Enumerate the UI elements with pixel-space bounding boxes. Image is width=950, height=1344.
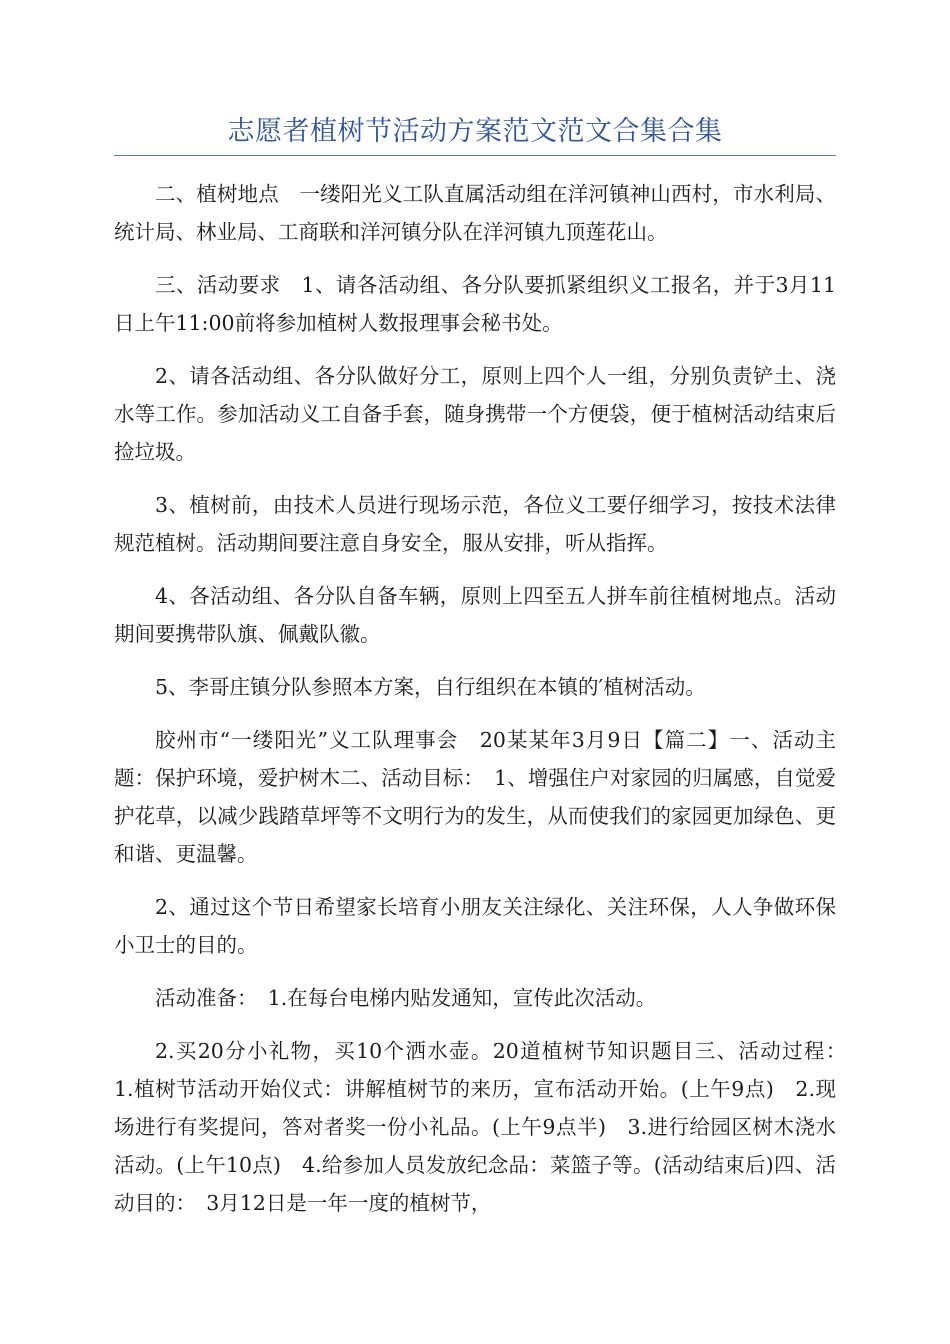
paragraph-activity-requirements: 三、活动要求 1、请各活动组、各分队要抓紧组织义工报名，并于3月11日上午11:00前将参加植树人数报理事会秘书处。: [114, 273, 836, 335]
document-body: [114, 175, 857, 1237]
paragraph-branch-reference: 5、李哥庄镇分队参照本方案，自行组织在本镇的′植树活动。: [155, 675, 706, 699]
document-title: 志愿者植树节活动方案范文范文合集合集: [227, 116, 723, 147]
paragraph-vehicles: 4、各活动组、各分队自备车辆，原则上四至五人拼车前往植树地点。活动期间要携带队旗、佩戴队徽。: [114, 584, 836, 646]
title-underline: [114, 155, 836, 156]
paragraph-activity-process: 2.买20分小礼物，买10个洒水壶。20道植树节知识题目三、活动过程： 1.植树节活动开始仪式：讲解植树节的来历，宣布活动开始。(上午9点) 2.现场进行有奖提问，答对者奖一份小礼品。(上午9点半) 3.进行给园区树木浇水活动。(上午10点) 4.给参加人员发放纪念品：菜篮子等。(活动结束后)四、活动目的： 3月12日是一年一度的植树节，: [114, 1039, 857, 1215]
paragraph-activity-preparation: 活动准备： 1.在每台电梯内贴发通知，宣传此次活动。: [155, 986, 657, 1010]
paragraph-environmental-awareness: 2、通过这个节日希望家长培育小朋友关注绿化、关注环保，人人争做环保小卫士的目的。: [114, 895, 836, 957]
paragraph-planting-location: 二、植树地点 一缕阳光义工队直属活动组在洋河镇神山西村，市水利局、统计局、林业局、工商联和洋河镇分队在洋河镇九顶莲花山。: [114, 182, 836, 244]
paragraph-demonstration: 3、植树前，由技术人员进行现场示范，各位义工要仔细学习，按技术法律规范植树。活动期间要注意自身安全，服从安排，听从指挥。: [114, 493, 836, 555]
paragraph-signature-and-part-two: 胶州市“一缕阳光”义工队理事会 20某某年3月9日【篇二】一、活动主题：保护环境，爱护树木二、活动目标： 1、增强住户对家园的归属感，自觉爱护花草，以减少践踏草坪等不文明行为的发生，从而使我们的家园更加绿色、更和谐、更温馨。: [114, 728, 836, 866]
paragraph-division-of-labor: 2、请各活动组、各分队做好分工，原则上四个人一组，分别负责铲土、浇水等工作。参加活动义工自备手套，随身携带一个方便袋，便于植树活动结束后捡垃圾。: [114, 364, 836, 464]
